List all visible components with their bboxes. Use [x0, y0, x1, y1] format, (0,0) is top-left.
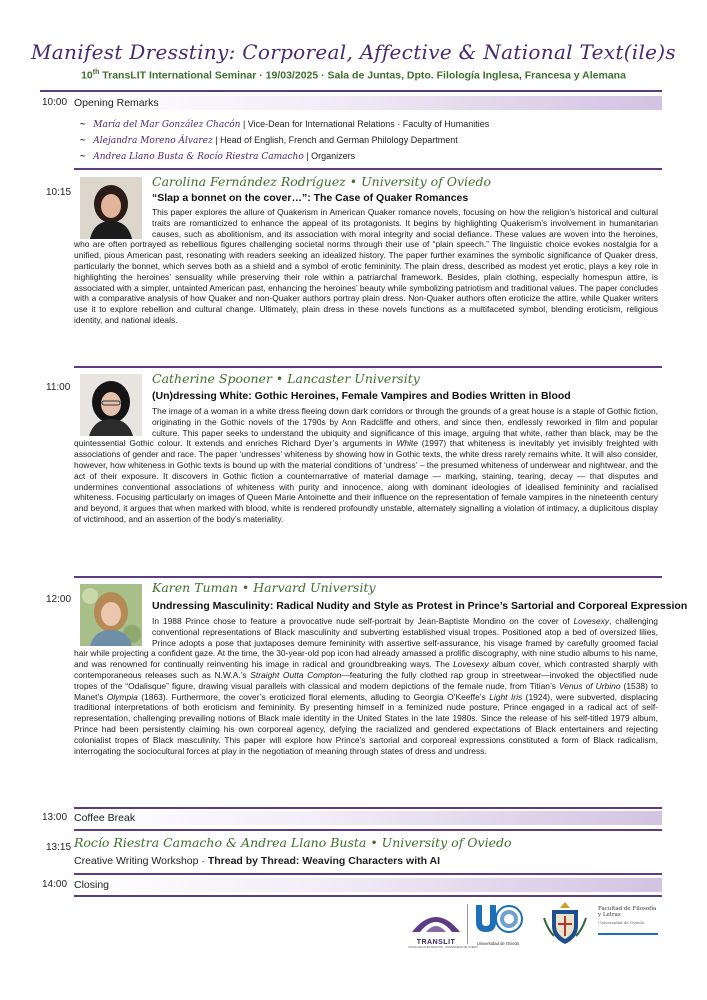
rule-coffee	[74, 807, 662, 809]
opening-band	[74, 96, 662, 110]
workshop-title: Creative Writing Workshop · Thread by Thread: Weaving Characters with AI	[74, 855, 441, 867]
logo-divider	[467, 904, 468, 944]
talk3-abstract: In 1988 Prince chose to feature a provocative nude self-portrait by Jean-Baptiste Mondino on the cover of Lovesexy, challenging conventional representations of Black masculinity and subverting established visual tropes. Positioned atop a bed of oversized lilies, Prince adopts a pose that juxtaposes demure femininity with assertive self-assurance, his visage framed by carefully groomed facial hair while projecting a confident gaze. At the time, the 30-year-old pop icon had already amassed a prolific discography, with nine studio albums to his name, and was renowned for continually reinventing his image in radical and groundbreaking ways. The Lovesexy album cover, which contrasted sharply with contemporaneous releases such as N.W.A.’s Straight Outta Compton—featuring the fully clothed rap group in streetwear—invoked the objectified nude tropes of the “Odalisque” figure, drawing visual parallels with classical and modern depictions of the female nude, from Titian’s Venus of Urbino (1538) to Manet’s Olympia (1863). Furthermore, the cover’s eroticized floral elements, alluding to Georgia O’Keeffe’s Light Iris (1924), were subverted, displacing traditional interpretations of both eroticism and femininity. By presenting himself in a feminized nude posture, Prince engaged in a radical act of self-representation, challenging prevailing notions of Black male identity in the United States in the late 1980s. Since the release of his self-titled 1979 album, Prince had been persistently claiming his own corporeal agency, defying the racialized and gendered expectations of Black entertainers and rejecting colonialist tropes of Black masculinity. This paper will explore how Prince’s sartorial and corporeal expressions constituted a form of Black radicalism, interrogating the sociocultural forces at play in the negotiation of meaning through states of dress and undress.	[74, 616, 659, 756]
faculty-line-1: Facultad de Filosofía	[598, 906, 657, 912]
talk3-time: 12:00	[46, 594, 72, 605]
coffee-band	[74, 811, 662, 825]
talk2-title: (Un)dressing White: Gothic Heroines, Female Vampires and Bodies Written in Blood	[152, 390, 571, 402]
talk1-title: “Slap a bonnet on the cover…”: The Case of Quaker Romances	[152, 192, 469, 204]
rule-closing	[74, 873, 662, 875]
faculty-underline	[598, 933, 658, 935]
opening-label: Opening Remarks	[74, 97, 159, 109]
translit-subline: GRUPO DE INVESTIGACIÓN · UNIVERSIDAD DE OVIEDO	[408, 946, 479, 949]
talk2-time: 11:00	[46, 382, 71, 393]
remark-3: ~ Andrea Llano Busta & Rocío Riestra Camacho | Organizers	[80, 151, 356, 162]
faculty-logo	[598, 906, 662, 935]
talk2-abstract: The image of a woman in a white dress fleeing down dark corridors or through the grounds of a great house is a staple of Gothic fiction, originating in the Gothic novels of the 1790s by Ann Radcliffe and others, and since then, endlessly reworked in film and popular culture. This paper seeks to understand the ubiquity and significance of this image, arguing that white, rather than black, may be the quintessential Gothic colour. It extends and enriches Richard Dyer’s arguments in White (1997) that whiteness is inevitably yet invisibly freighted with associations of gender and race. The paper ‘undresses’ whiteness by showing how in Gothic texts, the white dress rarely remains white. It will also consider, however, how whiteness in Gothic texts is bound up with the material conditions of ‘undress’ – the presumed whiteness of underwear and nightwear, and the act of their exposure. It discovers in Gothic fiction a counternarrative of material damage — marking, staining, tearing, decay — that disputes and undermines conventional associations of whiteness with purity and innocence, along with dominant ideologies of idealised femininity and racialised whiteness. Focusing particularly on images of Queen Marie Antoinette and their influence on the representation of female vampires in the nineteenth century and beyond, it argues that when marked with blood, white is rendered profoundly unstable, alternately signalling a violation of intimacy, a duplicitous display of victimhood, and an assertion of the body’s materiality.	[74, 406, 658, 524]
page-subtitle: 10th TransLIT International Seminar · 19/03/2025 · Sala de Juntas, Dpto. Filología Inglesa, Francesa y Alemana	[81, 69, 626, 82]
talk1-time: 10:15	[46, 187, 72, 198]
talk1-abstract: This paper explores the allure of Quakerism in American Quaker romance novels, focusing on how the religion’s historical and cultural traits are romanticized to enhance the appeal of its protagonists. It begins by highlighting Quakerism’s involvement in humanitarian causes, such as abolitionism, and its association with moral integrity and social defiance. These values are woven into the heroines, who are often portrayed as rebellious figures challenging societal norms through their use of “plain speech.” The linguistic choice evokes nostalgia for a unified, pious American past, resonating with readers seeking an idealized history. The paper further examines the symbolic significance of Quaker dress, particularly the bonnet, which serves both as a shield and a symbol of erotic femininity. The plain dress, described as modest yet erotic, plays a key role in highlighting the heroines’ sensuality while preserving their role within a patriarchal framework. Besides, plain clothing, especially homespun attire, is associated with a simpler, untainted American past, enhancing the heroines’ beauty while symbolizing patriotism and traditional values. The paper concludes with a comparative analysis of how Quaker and non-Quaker authors portray plain dress. Non-Quaker authors often eroticize the attire, while Quaker writers use it to explore rebellion and cultural change. Ultimately, plain dress in these novels functions as a multifaceted symbol, blending eroticism, religious identity, and national ideals.	[74, 207, 658, 325]
header	[0, 40, 707, 82]
remark-1: ~ María del Mar González Chacón | Vice-Dean for International Relations · Faculty of Humanities	[80, 119, 490, 130]
rule-footer	[74, 895, 662, 897]
faculty-line-3: Universidad de Oviedo	[598, 920, 645, 925]
faculty-line-2: y Letras	[598, 912, 621, 918]
university-name: Universidad de Oviedo	[476, 941, 520, 946]
talk3-title: Undressing Masculinity: Radical Nudity and Style as Protest in Prince’s Sartorial and Corporeal Expression	[152, 600, 688, 612]
talk1-speaker: Carolina Fernández Rodríguez • University of Oviedo	[152, 174, 491, 189]
university-logo	[470, 902, 526, 946]
closing-time: 14:00	[42, 879, 68, 890]
rule-talk1	[74, 168, 662, 170]
closing-label: Closing	[74, 879, 110, 891]
page-title: Manifest Dresstiny: Corporeal, Affective & National Text(ile)s	[31, 40, 676, 64]
header-rule	[40, 90, 662, 92]
talk2-speaker: Catherine Spooner • Lancaster University	[152, 371, 420, 386]
remark-2: ~ Alejandra Moreno Álvarez | Head of English, French and German Philology Department	[80, 135, 458, 146]
workshop-speaker: Rocío Riestra Camacho & Andrea Llano Busta • University of Oviedo	[74, 835, 512, 850]
coffee-time: 13:00	[42, 812, 68, 823]
coffee-label: Coffee Break	[74, 812, 136, 824]
faculty-crest-icon	[540, 900, 590, 946]
rule-talk2	[74, 366, 662, 368]
rule-workshop	[74, 829, 662, 831]
translit-wordmark: TRANSLIT	[416, 939, 456, 946]
translit-logo	[408, 904, 479, 949]
workshop-time: 13:15	[46, 842, 72, 853]
rule-talk3	[74, 576, 662, 578]
talk3-speaker: Karen Tuman • Harvard University	[152, 580, 376, 595]
closing-band	[74, 878, 662, 892]
opening-time: 10:00	[42, 97, 68, 108]
